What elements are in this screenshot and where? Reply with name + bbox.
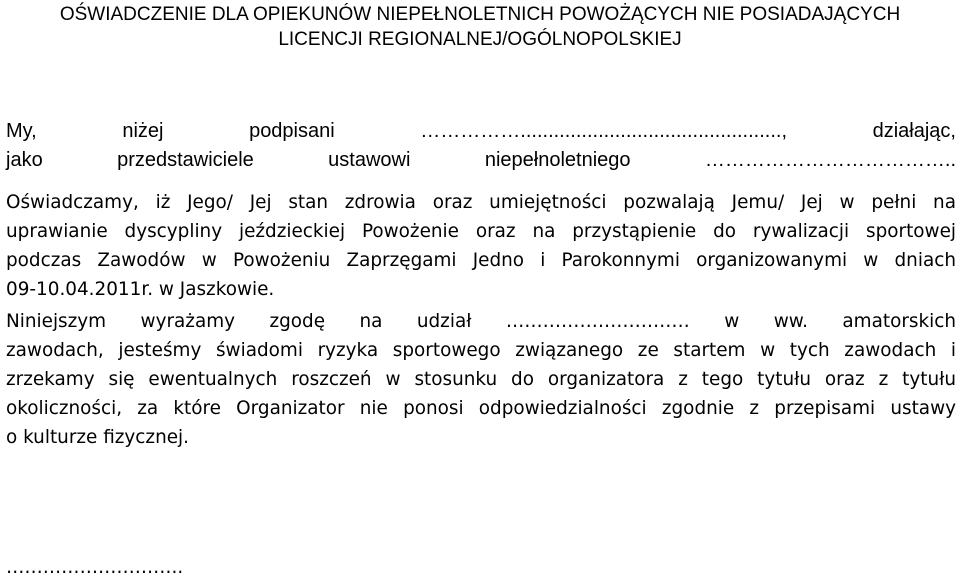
document-title bbox=[0, 2, 960, 52]
intro-line-2: jako przedstawiciele ustawowi niepełnoletniego ……………………………….. bbox=[6, 149, 956, 171]
title-line-1: OŚWIADCZENIE DLA OPIEKUNÓW NIEPEŁNOLETNICH POWOŻĄCYCH NIE POSIADAJĄCYCH bbox=[59, 4, 901, 25]
signature-line bbox=[6, 553, 956, 582]
consent-paragraph bbox=[6, 307, 956, 452]
consent-line-1: Niniejszym wyrażamy zgodę na udział ………………………… w ww. amatorskich bbox=[6, 311, 956, 332]
consent-line-3: zrzekamy się ewentualnych roszczeń w stosunku do organizatora z tego tytułu oraz z tytułu bbox=[6, 369, 956, 390]
intro-paragraph bbox=[6, 117, 956, 175]
statement-line-1: Oświadczamy, iż Jego/ Jej stan zdrowia oraz umiejętności pozwalają Jemu/ Jej w pełni na bbox=[6, 192, 956, 213]
signature-dots: ……………………….. bbox=[6, 557, 184, 578]
consent-line-4: okoliczności, za które Organizator nie ponosi odpowiedzialności zgodnie z przepisami ustawy bbox=[6, 398, 956, 419]
statement-line-2: uprawianie dyscypliny jeździeckiej Powożenie oraz na przystąpienie do rywalizacji sportowej bbox=[6, 221, 956, 242]
statement-paragraph bbox=[6, 188, 956, 304]
consent-line-5: o kulturze fizycznej. bbox=[6, 427, 189, 448]
consent-line-2: zawodach, jesteśmy świadomi ryzyka sportowego związanego ze startem w tych zawodach i bbox=[6, 340, 956, 361]
intro-line-1: My, niżej podpisani ……………..............................................., działając, bbox=[6, 120, 956, 142]
title-line-2: LICENCJI REGIONALNEJ/OGÓLNOPOLSKIEJ bbox=[278, 29, 682, 50]
statement-line-4: 09-10.04.2011r. w Jaszkowie. bbox=[6, 279, 275, 300]
statement-line-3: podczas Zawodów w Powożeniu Zaprzęgami Jedno i Parokonnymi organizowanymi w dniach bbox=[6, 250, 956, 271]
